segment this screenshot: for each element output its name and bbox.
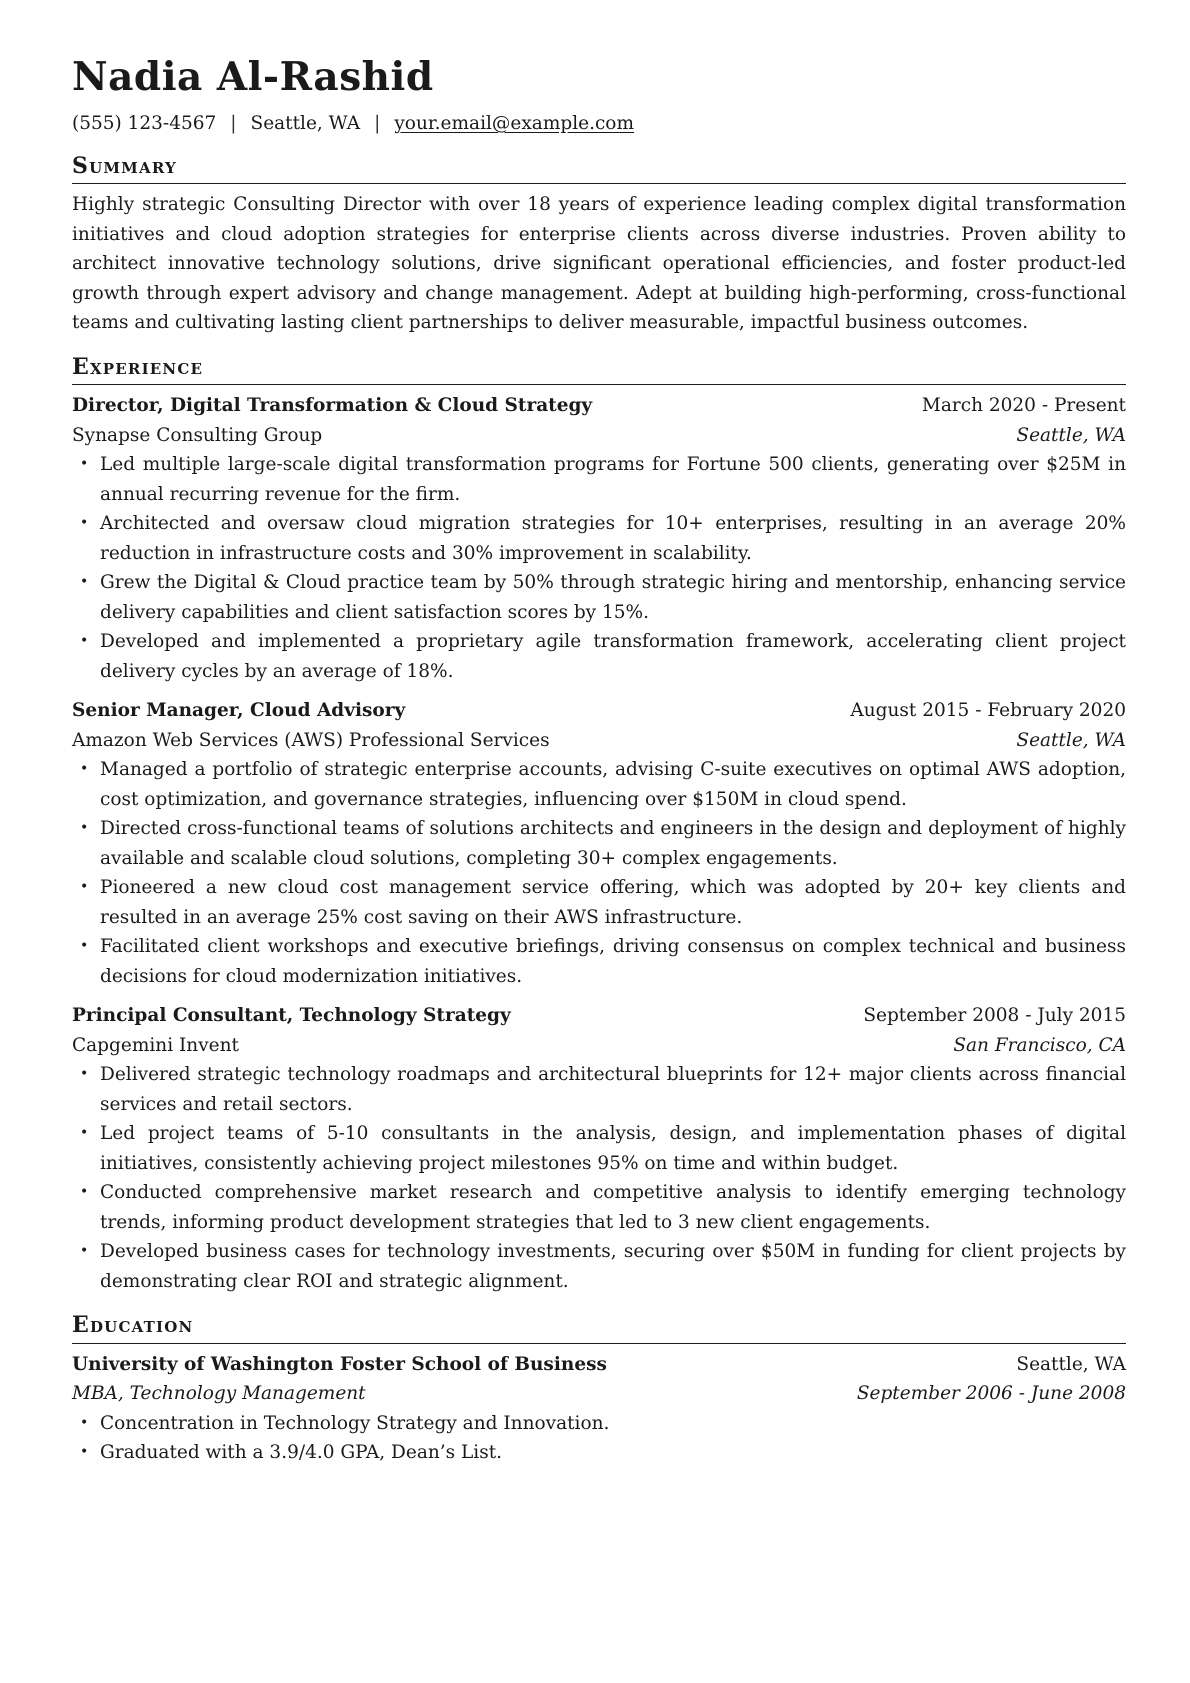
education-heading: Education (72, 1312, 1126, 1344)
bullet-dot: • (80, 456, 89, 473)
job-title-row (72, 391, 1126, 421)
job-role: Senior Manager, Cloud Advisory (72, 700, 406, 722)
resume-page (72, 52, 1126, 1468)
job-bullet (72, 1060, 1126, 1119)
bullet-dot: • (80, 633, 89, 650)
job-dates: March 2020 - Present (921, 395, 1126, 417)
bullet-dot: • (80, 1184, 89, 1201)
bullet-dot: • (80, 1066, 89, 1083)
contact-line (72, 111, 1126, 137)
bullet-text: Concentration in Technology Strategy and Innovation. (100, 1412, 610, 1434)
summary-heading: Summary (72, 153, 1126, 185)
job-dates: August 2015 - February 2020 (850, 700, 1126, 722)
job-bullet (72, 1237, 1126, 1296)
contact-separator: | (374, 112, 381, 134)
job-company: Synapse Consulting Group (72, 424, 323, 446)
bullet-text: Graduated with a 3.9/4.0 GPA, Dean’s List. (100, 1442, 503, 1464)
email-link[interactable]: your.email@example.com (394, 112, 634, 134)
job-bullet (72, 568, 1126, 627)
job-location: Seattle, WA (1016, 424, 1126, 446)
bullet-dot: • (80, 574, 89, 591)
job-bullets (72, 450, 1126, 686)
job-company-row (72, 421, 1126, 451)
job-bullet (72, 1178, 1126, 1237)
job-location: Seattle, WA (1016, 729, 1126, 751)
education-section (72, 1312, 1126, 1468)
bullet-text: Conducted comprehensive market research and competitive analysis to identify emerging technology trends, informing product development strategies that led to 3 new client engagements. (100, 1182, 1126, 1233)
job-entry (72, 696, 1126, 991)
bullet-dot: • (80, 879, 89, 896)
job-location: San Francisco, CA (953, 1034, 1126, 1056)
bullet-dot: • (80, 1444, 89, 1461)
bullet-dot: • (80, 1243, 89, 1260)
summary-text: Highly strategic Consulting Director with over 18 years of experience leading complex digital transformation initiatives and cloud adoption strategies for enterprise clients across diverse industries. Proven ability to architect innovative technology solutions, drive significant operational efficiencies, and foster product-led growth through expert advisory and change management. Adept at building high-performing, cross-functional teams and cultivating lasting client partnerships to deliver measurable, impactful business outcomes. (72, 194, 1126, 334)
education-bullets (72, 1409, 1126, 1468)
job-bullet (72, 814, 1126, 873)
job-bullet (72, 450, 1126, 509)
job-company-row (72, 1031, 1126, 1061)
job-entry (72, 1001, 1126, 1296)
job-bullet (72, 509, 1126, 568)
job-bullet (72, 932, 1126, 991)
education-bullet (72, 1409, 1126, 1439)
school-row (72, 1350, 1126, 1380)
experience-heading: Experience (72, 354, 1126, 386)
bullet-dot: • (80, 1414, 89, 1431)
bullet-text: Directed cross-functional teams of solutions architects and engineers in the design and deployment of highly available and scalable cloud solutions, completing 30+ complex engagements. (100, 818, 1126, 869)
bullet-text: Pioneered a new cloud cost management service offering, which was adopted by 20+ key clients and resulted in an average 25% cost saving on their AWS infrastructure. (100, 877, 1126, 928)
job-bullet (72, 627, 1126, 686)
job-title-row (72, 1001, 1126, 1031)
bullet-text: Managed a portfolio of strategic enterprise accounts, advising C-suite executives on optimal AWS adoption, cost optimization, and governance strategies, influencing over $150M in cloud spend. (100, 759, 1126, 810)
bullet-text: Architected and oversaw cloud migration strategies for 10+ enterprises, resulting in an average 20% reduction in infrastructure costs and 30% improvement in scalability. (100, 513, 1126, 564)
job-bullets (72, 755, 1126, 991)
school-location: Seattle, WA (1016, 1353, 1126, 1375)
bullet-text: Developed business cases for technology investments, securing over $50M in funding for client projects by demonstrating clear ROI and strategic alignment. (100, 1241, 1126, 1292)
job-dates: September 2008 - July 2015 (863, 1005, 1126, 1027)
job-entry (72, 391, 1126, 686)
experience-section (72, 354, 1126, 1297)
job-role: Principal Consultant, Technology Strategy (72, 1005, 511, 1027)
degree-row (72, 1379, 1126, 1409)
phone-number: (555) 123-4567 (72, 112, 217, 134)
education-bullet (72, 1438, 1126, 1468)
job-company-row (72, 726, 1126, 756)
job-company: Amazon Web Services (AWS) Professional Services (72, 729, 550, 751)
bullet-text: Grew the Digital & Cloud practice team by 50% through strategic hiring and mentorship, enhancing service delivery capabilities and client satisfaction scores by 15%. (100, 572, 1126, 623)
degree-dates: September 2006 - June 2008 (856, 1383, 1126, 1405)
job-company: Capgemini Invent (72, 1034, 239, 1056)
school-name: University of Washington Foster School of Business (72, 1353, 607, 1375)
bullet-text: Led multiple large-scale digital transformation programs for Fortune 500 clients, generating over $25M in annual recurring revenue for the firm. (100, 454, 1126, 505)
job-bullet (72, 755, 1126, 814)
degree-name: MBA, Technology Management (72, 1383, 366, 1405)
candidate-name: Nadia Al-Rashid (72, 54, 434, 100)
bullet-dot: • (80, 515, 89, 532)
job-bullet (72, 1119, 1126, 1178)
contact-location: Seattle, WA (250, 112, 361, 134)
bullet-dot: • (80, 761, 89, 778)
bullet-text: Developed and implemented a proprietary agile transformation framework, accelerating client project delivery cycles by an average of 18%. (100, 631, 1126, 682)
bullet-text: Delivered strategic technology roadmaps and architectural blueprints for 12+ major clients across financial services and retail sectors. (100, 1064, 1126, 1115)
bullet-dot: • (80, 938, 89, 955)
bullet-text: Led project teams of 5-10 consultants in the analysis, design, and implementation phases of digital initiatives, consistently achieving project milestones 95% on time and within budget. (100, 1123, 1126, 1174)
summary-section (72, 153, 1126, 338)
job-bullet (72, 873, 1126, 932)
bullet-text: Facilitated client workshops and executive briefings, driving consensus on complex technical and business decisions for cloud modernization initiatives. (100, 936, 1126, 987)
job-bullets (72, 1060, 1126, 1296)
bullet-dot: • (80, 820, 89, 837)
bullet-dot: • (80, 1125, 89, 1142)
job-role: Director, Digital Transformation & Cloud Strategy (72, 395, 593, 417)
education-entry (72, 1350, 1126, 1468)
job-title-row (72, 696, 1126, 726)
contact-separator: | (230, 112, 237, 134)
